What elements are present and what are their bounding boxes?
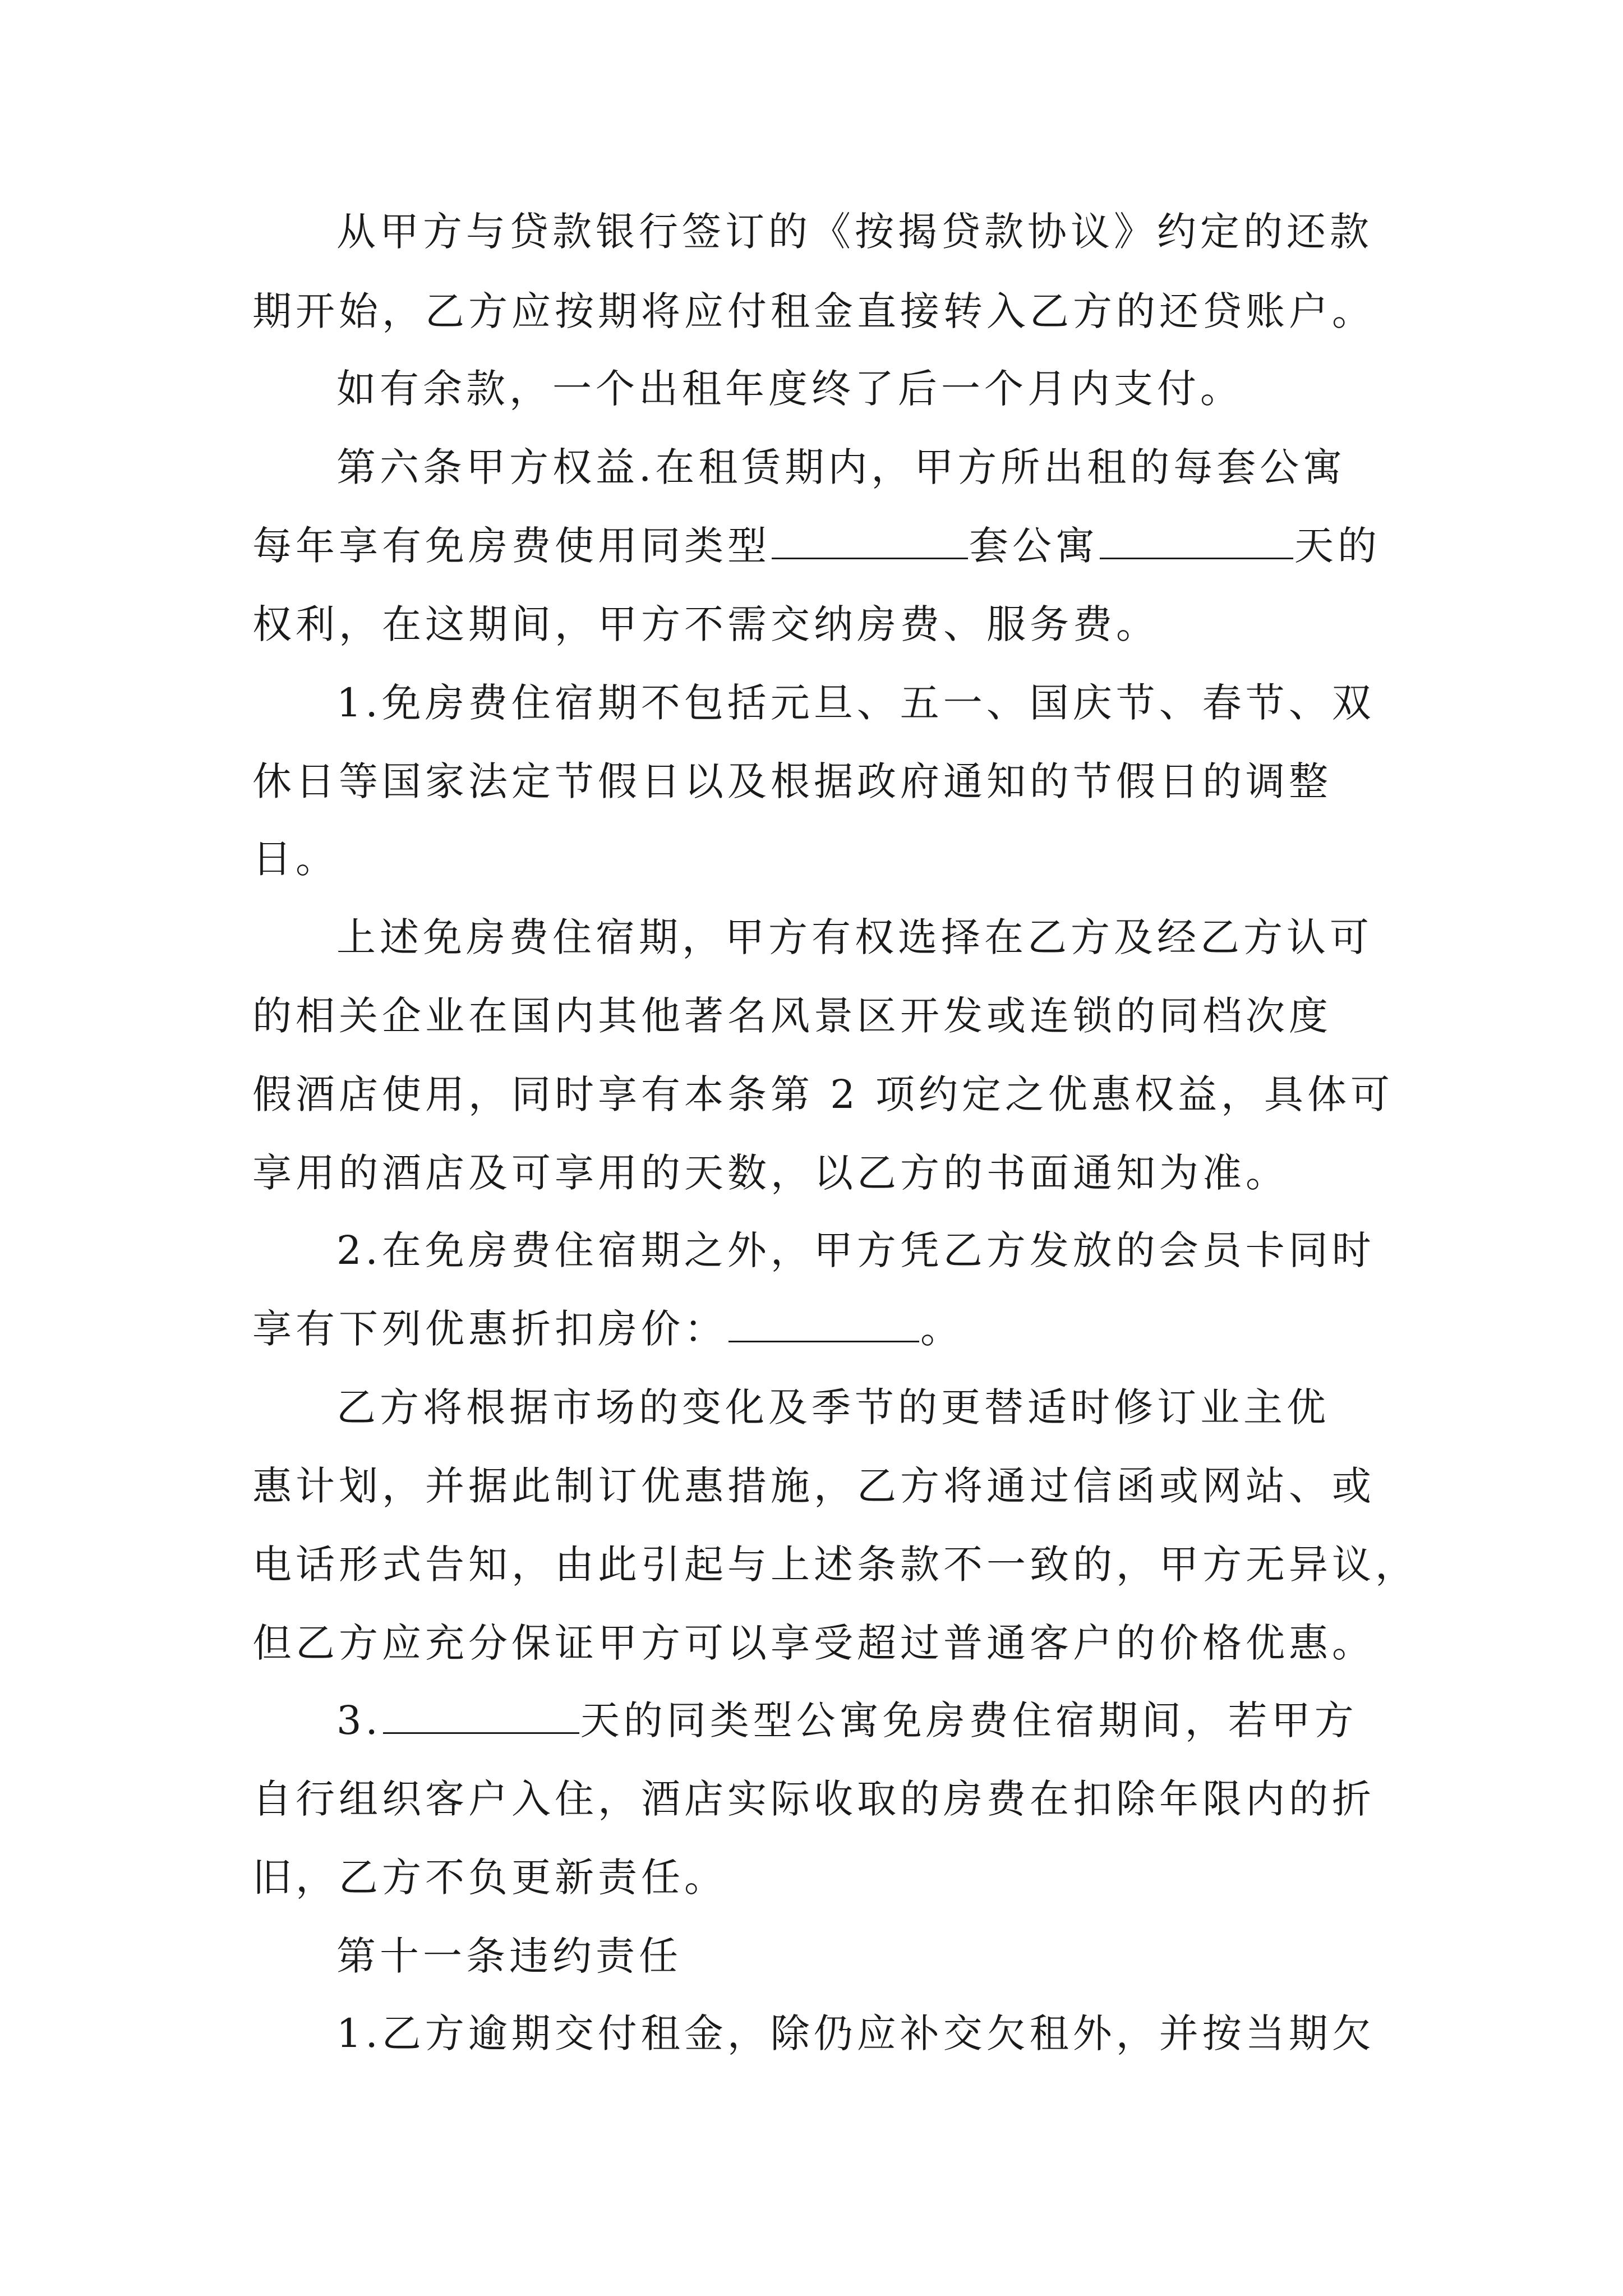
- paragraph-line-22: 旧，乙方不负更新责任。: [252, 1855, 727, 1901]
- paragraph-line-8: 休日等国家法定节假日以及根据政府通知的节假日的调整: [252, 758, 1332, 804]
- paragraph-line-6: 权利，在这期间，甲方不需交纳房费、服务费。: [252, 601, 1159, 647]
- paragraph-line-14: 2.在免房费住宿期之外，甲方凭乙方发放的会员卡同时: [336, 1227, 1375, 1273]
- paragraph-line-21: 自行组织客户入住，酒店实际收取的房费在扣除年限内的折: [252, 1776, 1375, 1822]
- paragraph-line-15: [0, 1304, 1623, 1354]
- fill-in-blank-apartment-count: [772, 524, 968, 559]
- paragraph-line-11: 的相关企业在国内其他著名风景区开发或连锁的同档次度: [252, 993, 1332, 1039]
- paragraph-line-20: [0, 1695, 1623, 1746]
- line-20-text-a: 3.: [336, 1697, 382, 1743]
- line-5-text-c: 天的: [1294, 523, 1381, 569]
- paragraph-line-24: 1.乙方逾期交付租金，除仍应补交欠租外，并按当期欠: [336, 2010, 1375, 2056]
- paragraph-line-10: 上述免房费住宿期，甲方有权选择在乙方及经乙方认可: [336, 914, 1373, 960]
- paragraph-line-18: 电话形式告知，由此引起与上述条款不一致的，甲方无异议，: [252, 1542, 1418, 1588]
- paragraph-line-17: 惠计划，并据此制订优惠措施，乙方将通过信函或网站、或: [252, 1463, 1375, 1509]
- paragraph-line-9: 日。: [252, 836, 339, 882]
- fill-in-blank-free-days: [383, 1699, 579, 1734]
- section-heading-article-11: 第十一条违约责任: [336, 1933, 682, 1979]
- paragraph-line-12: 假酒店使用，同时享有本条第 2 项约定之优惠权益，具体可: [252, 1071, 1394, 1117]
- line-5-text-b: 套公寓: [969, 523, 1099, 569]
- paragraph-line-3: 如有余款，一个出租年度终了后一个月内支付。: [336, 366, 1243, 412]
- line-5-text-a: 每年享有免房费使用同类型: [252, 523, 771, 569]
- paragraph-line-16: 乙方将根据市场的变化及季节的更替适时修订业主优: [336, 1384, 1330, 1430]
- paragraph-line-7: 1.免房费住宿期不包括元旦、五一、国庆节、春节、双: [336, 680, 1375, 726]
- paragraph-line-1: 从甲方与贷款银行签订的《按揭贷款协议》约定的还款: [336, 209, 1373, 255]
- fill-in-blank-days: [1100, 524, 1293, 559]
- paragraph-line-2: 期开始，乙方应按期将应付租金直接转入乙方的还贷账户。: [252, 288, 1375, 334]
- paragraph-line-13: 享用的酒店及可享用的天数，以乙方的书面通知为准。: [252, 1150, 1289, 1196]
- line-15-text-b: 。: [920, 1306, 963, 1352]
- paragraph-line-4: 第六条甲方权益.在租赁期内，甲方所出租的每套公寓: [336, 444, 1347, 490]
- paragraph-line-5: [0, 521, 1623, 571]
- line-15-text-a: 享有下列优惠折扣房价：: [252, 1306, 727, 1352]
- fill-in-blank-discount-price: [728, 1307, 919, 1342]
- line-20-text-b: 天的同类型公寓免房费住宿期间，若甲方: [580, 1697, 1358, 1743]
- paragraph-line-19: 但乙方应充分保证甲方可以享受超过普通客户的价格优惠。: [252, 1620, 1375, 1666]
